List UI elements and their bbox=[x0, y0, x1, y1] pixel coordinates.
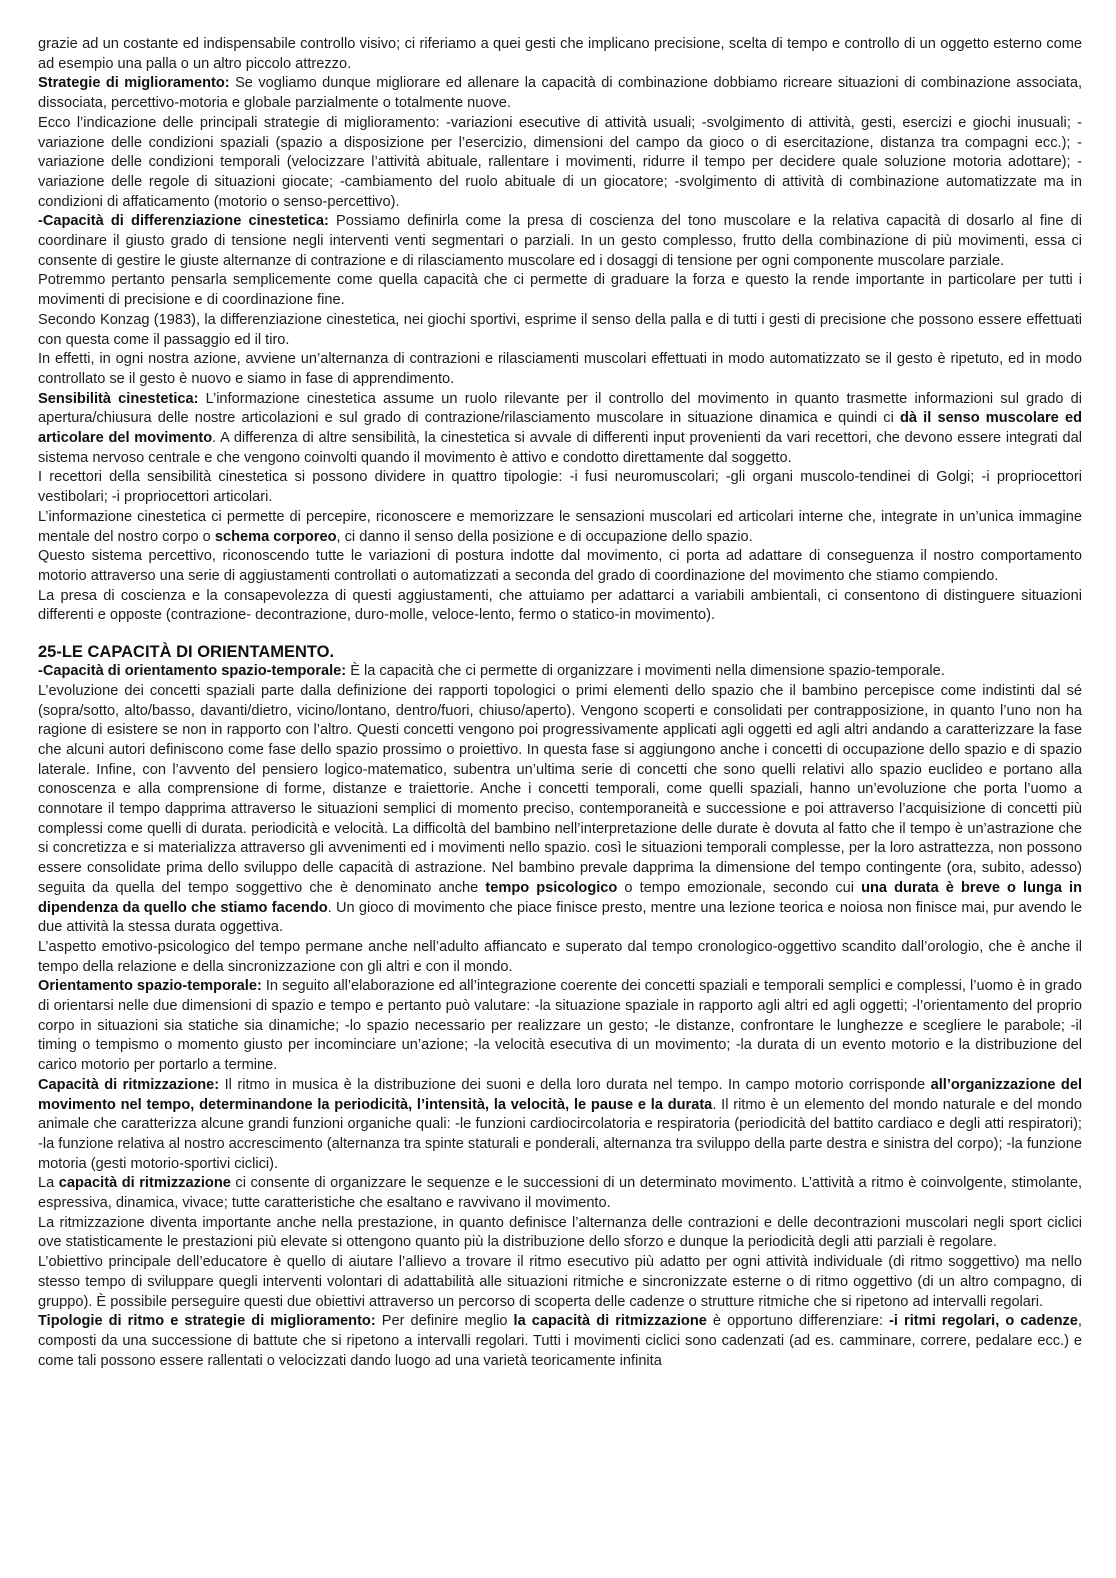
paragraph bbox=[38, 271, 1082, 310]
text-run: Secondo Konzag (1983), la differenziazione cinestetica, nei giochi sportivi, esprime il senso della palla e di tutti i gesti di precisione che possono essere effettuati con questa come il passaggio ed il tiro. bbox=[38, 311, 1082, 348]
bold-text: Capacità di ritmizzazione: bbox=[38, 1076, 220, 1093]
text-run: ci consente di organizzare le sequenze e le successioni di un determinato movimento. L’attività a ritmo è coinvolgente, stimolante, espressiva, dinamica, vivace; tutte caratteristiche che esaltano e ravvivano il movimento. bbox=[38, 1175, 1083, 1212]
bold-text: all’organizzazione del movimento nel tempo, determinandone la periodicità, l’intensità, la velocità, le pause e la durata bbox=[38, 1076, 1082, 1113]
text-run: Il ritmo in musica è la distribuzione dei suoni e della loro durata nel tempo. In campo motorio corrisponde bbox=[219, 1076, 931, 1093]
text-run: . A differenza di altre sensibilità, la cinestetica si avvale di differenti input provenienti da vari recettori, che devono essere integrati dal sistema nervoso centrale e che vengono coinvolti quando il movimento è attivo e condotto direttamente dal soggetto. bbox=[38, 430, 1082, 466]
text-run: L’evoluzione dei concetti spaziali parte dalla definizione dei rapporti topologici o primi elementi dello spazio che il bambino percepisce come indistinti dal sé (sopra/sotto, alto/basso, davanti/dietro, vicino/lontano, dentro/fuori, chiuso/aperto). Vengono scoperti e consolidati per contrapposizione, in quanto l’uno non ha ragione di esistere se non in rapporto con l’altro. Questi concetti vengono poi progressivamente applicati agli oggetti ed agli altri andando a caratterizzare la fase che alcuni autori definiscono come fase dello spazio prossimo o proiettivo. In questa fase si aggiungono anche i concetti di occupazione dello spazio e di spazio laterale. Infine, con l’avvento del pensiero logico-matematico, subentra un’ultima serie di concetti che sono quelli relativi allo spazio euclideo e portano alla conoscenza e alla comprensione di forme, distanze e traiettorie. Anche i concetti temporali, come quelli spaziali, hanno un’evoluzione che porta l’uomo a connotare il tempo dapprima attraverso le situazioni semplici di momento preciso, contemporaneità e successione e poi attraverso l’acquisizione di concetti più complessi come quelli di durata. periodicità e velocità. La difficoltà del bambino nell’interpretazione delle durate è dovuta al fatto che il tempo è un’astrazione che si concretizza e si materializza attraverso gli avvenimenti ed i movimenti nello spazio. così le situazioni temporali complesse, per la loro astrattezza, non possono essere consolidate prima dello sviluppo delle capacità di astrazione. Nel bambino prevale dapprima la dimensione del tempo contingente (ora, subito, adesso) seguita da quella del tempo soggettivo che è denominato anche bbox=[38, 682, 1082, 896]
text-run: 25-LE CAPACITÀ DI ORIENTAMENTO. bbox=[38, 643, 335, 662]
text-run: Per definire meglio bbox=[375, 1313, 514, 1330]
paragraph bbox=[38, 212, 1082, 271]
bold-text: Strategie di miglioramento: bbox=[38, 75, 230, 92]
text-run: L’informazione cinestetica assume un ruolo rilevante per il controllo del movimento in quanto trasmette informazioni sul grado di apertura/chiusura delle nostre articolazioni e sul grado di contrazione/rilasciamento muscolare in situazione dinamica e quindi ci bbox=[38, 390, 1082, 427]
text-run: L’aspetto emotivo-psicologico del tempo permane anche nell’adulto affiancato e superato dal tempo cronologico-oggettivo scandito dall’orologio, che è anche il tempo della relazione e della sincronizzazione con gli altri e con il mondo. bbox=[38, 938, 1082, 975]
text-run: L’obiettivo principale dell’educatore è quello di aiutare l’allievo a trovare il ritmo esecutivo più adatto per ogni attività individuale (di ritmo soggettivo) ma nello stesso tempo di sviluppare quegli interventi volontari di adattabilità alle situazioni ritmiche e sincronizzate esterne o di ritmo oggettivo (di un altro compagno, di gruppo). È possibile perseguire questi due obiettivi attraverso un percorso di scoperta delle cadenze o strutture ritmiche che si ripetono ad intervalli regolari. bbox=[38, 1254, 1082, 1310]
bold-text: schema corporeo bbox=[214, 528, 337, 545]
paragraph bbox=[38, 587, 1082, 626]
paragraph bbox=[38, 74, 1082, 113]
bold-text: una durata è breve o lunga in dipendenza da quello che stiamo facendo bbox=[38, 879, 1083, 916]
text-run: o tempo emozionale, secondo cui bbox=[617, 879, 862, 896]
text-run: La presa di coscienza e la consapevolezza di questi aggiustamenti, che attuiamo per adattarci a variabili ambientali, ci consentono di distinguere situazioni differenti e opposte (contrazione- decontrazione, duro-molle, veloce-lento, fermo o statico-in movimento). bbox=[38, 587, 1082, 624]
text-run: . Il ritmo è un elemento del mondo naturale e del mondo animale che caratterizza alcune grandi funzioni organiche quali: -le funzioni cardiocircolatoria e respiratoria (periodicità del battito cardiaco e degli atti respiratori); -la funzione relativa al nostro accrescimento (alternanza tra spinte staturali e ponderali, alternanza tra sviluppo della parte destra e sinistra del corpo); -la funzione motoria (gesti motorio-sportivi ciclici). bbox=[38, 1096, 1083, 1172]
paragraph bbox=[38, 390, 1082, 469]
text-run: La bbox=[38, 1175, 59, 1192]
text-run: In seguito all’elaborazione ed all’integrazione coerente dei concetti spaziali e temporali semplici e complessi, l’uomo è in grado di orientarsi nelle due dimensioni di spazio e tempo e pertanto può valutare: -la situazione spaziale in rapporto agli altri ed agli oggetti; -l’orientamento del proprio corpo in situazioni sia statiche sia dinamiche; -lo spazio necessario per realizzare un gesto; -le distanze, confrontare le lunghezze e scegliere le parabole; -il timing o tempismo o momento giusto per incominciare un’azione; -la velocità esecutiva di un movimento; -la durata di un evento motorio e la distribuzione del carico motorio per portarlo a termine. bbox=[38, 978, 1082, 1074]
paragraph bbox=[38, 1174, 1082, 1213]
paragraph bbox=[38, 1312, 1082, 1371]
section-heading bbox=[38, 642, 1082, 662]
text-run: è opportuno differenziare: bbox=[706, 1313, 890, 1330]
bold-text: -Capacità di orientamento spazio-temporale: bbox=[38, 663, 347, 680]
text-run: grazie ad un costante ed indispensabile controllo visivo; ci riferiamo a quei gesti che implicano precisione, scelta di tempo e controllo di un oggetto esterno come ad esempio una palla o un altro piccolo attrezzo. bbox=[38, 36, 1082, 72]
bold-text: tempo psicologico bbox=[485, 879, 618, 896]
text-run: , ci danno il senso della posizione e di occupazione dello spazio. bbox=[336, 528, 753, 545]
text-run: I recettori della sensibilità cinestetica si possono dividere in quattro tipologie: -i fusi neuromuscolari; -gli organi muscolo-tendinei di Golgi; -i propriocettori vestibolari; -i propriocettori articolari. bbox=[38, 469, 1082, 506]
text-run: Questo sistema percettivo, riconoscendo tutte le variazioni di postura indotte dal movimento, ci porta ad adattare di conseguenza il nostro comportamento motorio attraverso una serie di aggiustamenti controllati o automatizzati a seconda del grado di coordinazione del movimento che stiamo compiendo. bbox=[38, 548, 1082, 584]
paragraph bbox=[38, 662, 1082, 682]
paragraph bbox=[38, 938, 1082, 977]
paragraph bbox=[38, 1076, 1082, 1175]
paragraph bbox=[38, 977, 1082, 1076]
paragraph bbox=[38, 311, 1082, 350]
text-run: Se vogliamo dunque migliorare ed allenare la capacità di combinazione dobbiamo ricreare situazioni di combinazione associata, dissociata, percettivo-motoria e globale parzialmente o totalmente nuove. bbox=[38, 75, 1083, 112]
paragraph bbox=[38, 35, 1082, 74]
bold-text: -i ritmi regolari, o cadenze bbox=[889, 1313, 1078, 1330]
document-page bbox=[38, 35, 1082, 1371]
text-run: In effetti, in ogni nostra azione, avviene un’alternanza di contrazioni e rilasciamenti muscolari effettuati in modo automatizzato se il gesto è ripetuto, ed in modo controllato se il gesto è nuovo e siamo in fase di apprendimento. bbox=[38, 351, 1082, 387]
bold-text: Orientamento spazio-temporale: bbox=[38, 978, 262, 995]
bold-text: la capacità di ritmizzazione bbox=[513, 1313, 707, 1330]
bold-text: capacità di ritmizzazione bbox=[58, 1175, 231, 1192]
paragraph bbox=[38, 682, 1082, 938]
bold-text: dà il senso muscolare ed articolare del movimento bbox=[38, 410, 1082, 447]
text-run: La ritmizzazione diventa importante anche nella prestazione, in quanto definisce l’alternanza delle contrazioni e delle decontrazioni muscolari negli sport ciclici ove statisticamente le prestazioni più elevate si ottengono quanto più la distribuzione dello sforzo e dunque la periodicità degli atti parziali è regolare. bbox=[38, 1214, 1082, 1251]
text-run: L’informazione cinestetica ci permette di percepire, riconoscere e memorizzare le sensazioni muscolari ed articolari interne che, integrate in un’unica immagine mentale del nostro corpo o bbox=[38, 508, 1082, 545]
paragraph bbox=[38, 1214, 1082, 1253]
paragraph bbox=[38, 508, 1082, 547]
bold-text: -Capacità di differenziazione cinestetica: bbox=[38, 213, 329, 230]
bold-text: Tipologie di ritmo e strategie di miglioramento: bbox=[38, 1313, 376, 1330]
paragraph bbox=[38, 350, 1082, 389]
text-run: Potremmo pertanto pensarla semplicemente come quella capacità che ci permette di graduare la forza e questo la rende importante in particolare per tutti i movimenti di precisione e di coordinazione fine. bbox=[38, 272, 1082, 309]
paragraph bbox=[38, 1253, 1082, 1312]
text-run: Ecco l’indicazione delle principali strategie di miglioramento: -variazioni esecutive di attività usuali; -svolgimento di attività, gesti, esercizi e giochi inusuali; -variazione delle condizioni spaziali (spazio a disposizione per l’esercizio, dimensioni del campo da gioco o di esercitazione, distanza tra compagni ecc.); -variazione delle condizioni temporali (velocizzare l’attività abituale, rallentare i movimenti, ridurre il tempo per decidere quale soluzione motoria adottare); -variazione delle regole di situazioni giocate; -cambiamento del ruolo abituale di un giocatore; -svolgimento di attività di combinazione automatizzate ma in condizioni di affaticamento (motorio o senso-percettivo). bbox=[38, 114, 1082, 210]
text-run: . Un gioco di movimento che piace finisce presto, mentre una lezione teorica e noiosa non finisce mai, pur avendo le due attività la stessa durata oggettiva. bbox=[38, 899, 1082, 936]
paragraph bbox=[38, 114, 1082, 213]
paragraph bbox=[38, 547, 1082, 586]
text-run: Possiamo definirla come la presa di coscienza del tono muscolare e la relativa capacità di dosarlo al fine di coordinare il giusto grado di tensione negli interventi venti segmentari o parziali. In un gesto complesso, frutto della combinazione di più movimenti, essa ci consente di gestire le giuste alternanze di contrazione e di rilasciamento muscolare ed i dosaggi di tensione per ogni componente muscolare parziale. bbox=[38, 213, 1082, 269]
text-run: È la capacità che ci permette di organizzare i movimenti nella dimensione spazio-temporale. bbox=[346, 663, 945, 680]
paragraph bbox=[38, 468, 1082, 507]
text-run: , composti da una successione di battute che si ripetono a intervalli regolari. Tutti i movimenti ciclici sono cadenzati (ad es. camminare, correre, pedalare ecc.) e come tali possono essere rallentati o velocizzati dando luogo ad una varietà teoricamente infinita bbox=[38, 1313, 1082, 1369]
bold-text: Sensibilità cinestetica: bbox=[38, 390, 199, 407]
